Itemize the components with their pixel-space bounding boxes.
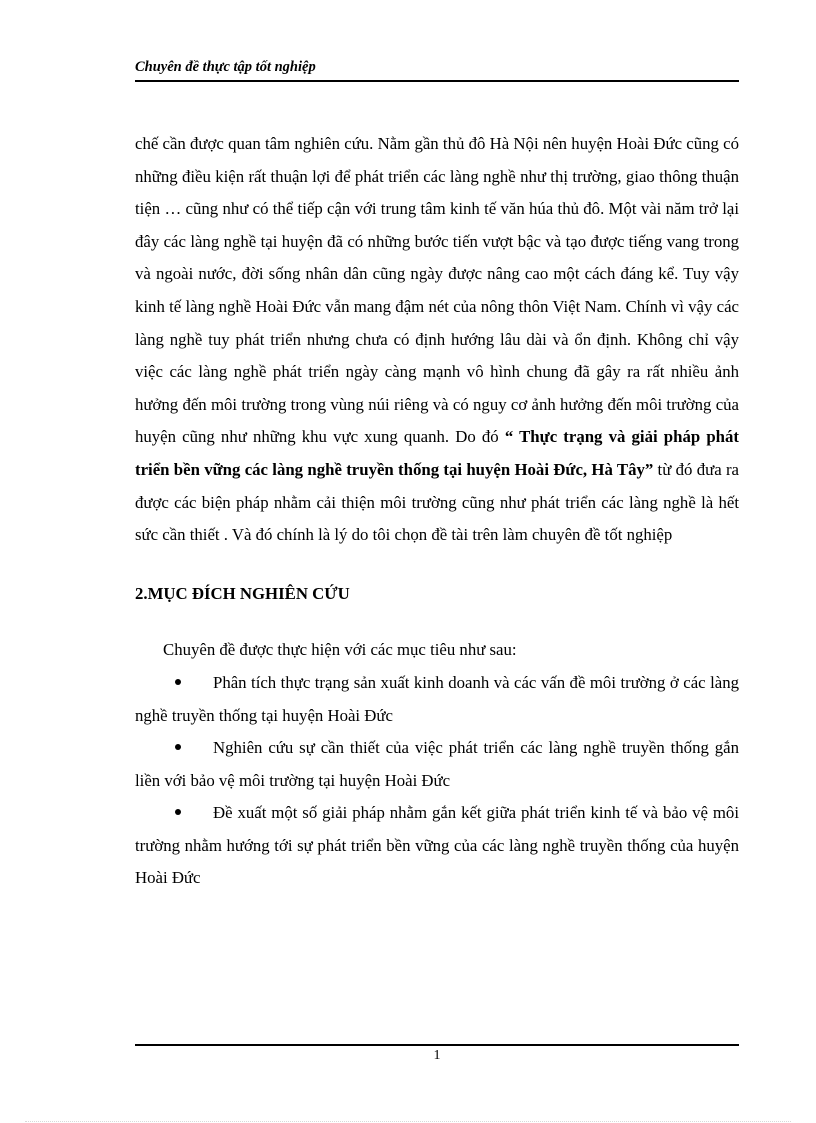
list-item [135, 797, 739, 895]
section-heading: 2.MỤC ĐÍCH NGHIÊN CỨU [135, 583, 350, 603]
bullet-icon [175, 732, 213, 765]
page-header [135, 58, 739, 82]
list-item [135, 667, 739, 732]
footer-divider [135, 1044, 739, 1046]
thesis-title: “ Thực trạng và giải pháp phát triển bền vững các làng nghề truyền thống tại huyện Hoài Đức, Hà Tây” [135, 427, 739, 479]
body-paragraph [135, 128, 739, 552]
section-intro: Chuyên đề được thực hiện với các mục tiêu như sau: [163, 640, 517, 660]
paragraph-text-continued: từ đó đưa ra được các biện pháp nhằm cải thiện môi trường cũng như phát triển các làng nghề là hết sức cần thiết . Và đó chính là lý do tôi chọn đề tài trên làm chuyên đề tốt nghiệp [135, 459, 739, 545]
list-item [135, 732, 739, 797]
bullet-icon [175, 667, 213, 700]
list-item-text: Nghiên cứu sự cần thiết của việc phát triển các làng nghề truyền thống gắn liền với bảo vệ môi trường tại huyện Hoài Đức [135, 738, 739, 790]
page-body [135, 128, 739, 895]
list-item-text: Phân tích thực trạng sản xuất kinh doanh và các vấn đề môi trường ở các làng nghề truyền thống tại huyện Hoài Đức [135, 672, 739, 725]
page-number: 1 [433, 1048, 441, 1063]
list-item-text: Đề xuất một số giải pháp nhằm gắn kết giữa phát triển kinh tế và bảo vệ môi trường nhằm hướng tới sự phát triển bền vững của các làng nghề truyền thống của huyện Hoài Đức [135, 803, 739, 888]
bullet-icon [175, 797, 213, 830]
header-title: Chuyên đề thực tập tốt nghiệp [135, 59, 316, 75]
page-bottom-edge [25, 1121, 791, 1122]
paragraph-text: chế cần được quan tâm nghiên cứu. Nằm gần thủ đô Hà Nội nên huyện Hoài Đức cũng có những điều kiện rất thuận lợi để phát triển các làng nghề như thị trường, giao thông thuận tiện … cũng như có thể tiếp cận với trung tâm kinh tế văn húa thủ đô. Một vài năm trở lại đây các làng nghề tại huyện đã có những bước tiến vượt bậc và tạo được tiếng vang trong và ngoài nước, đời sống nhân dân cũng ngày được nâng cao một cách đáng kể. Tuy vậy kinh tế làng nghề Hoài Đức vẫn mang đậm nét của nông thôn Việt Nam. Chính vì vậy các làng nghề tuy phát triển nhưng chưa có định hướng lâu dài và ổn định. Không chỉ vậy việc các làng nghề phát triển ngày càng mạnh vô hình chung đã gây ra rất nhiều ảnh hưởng đến môi trường trong vùng núi riêng và có nguy cơ ảnh hưởng đến môi trường của huyện cũng như những khu vực xung quanh. Do đó [135, 134, 739, 447]
